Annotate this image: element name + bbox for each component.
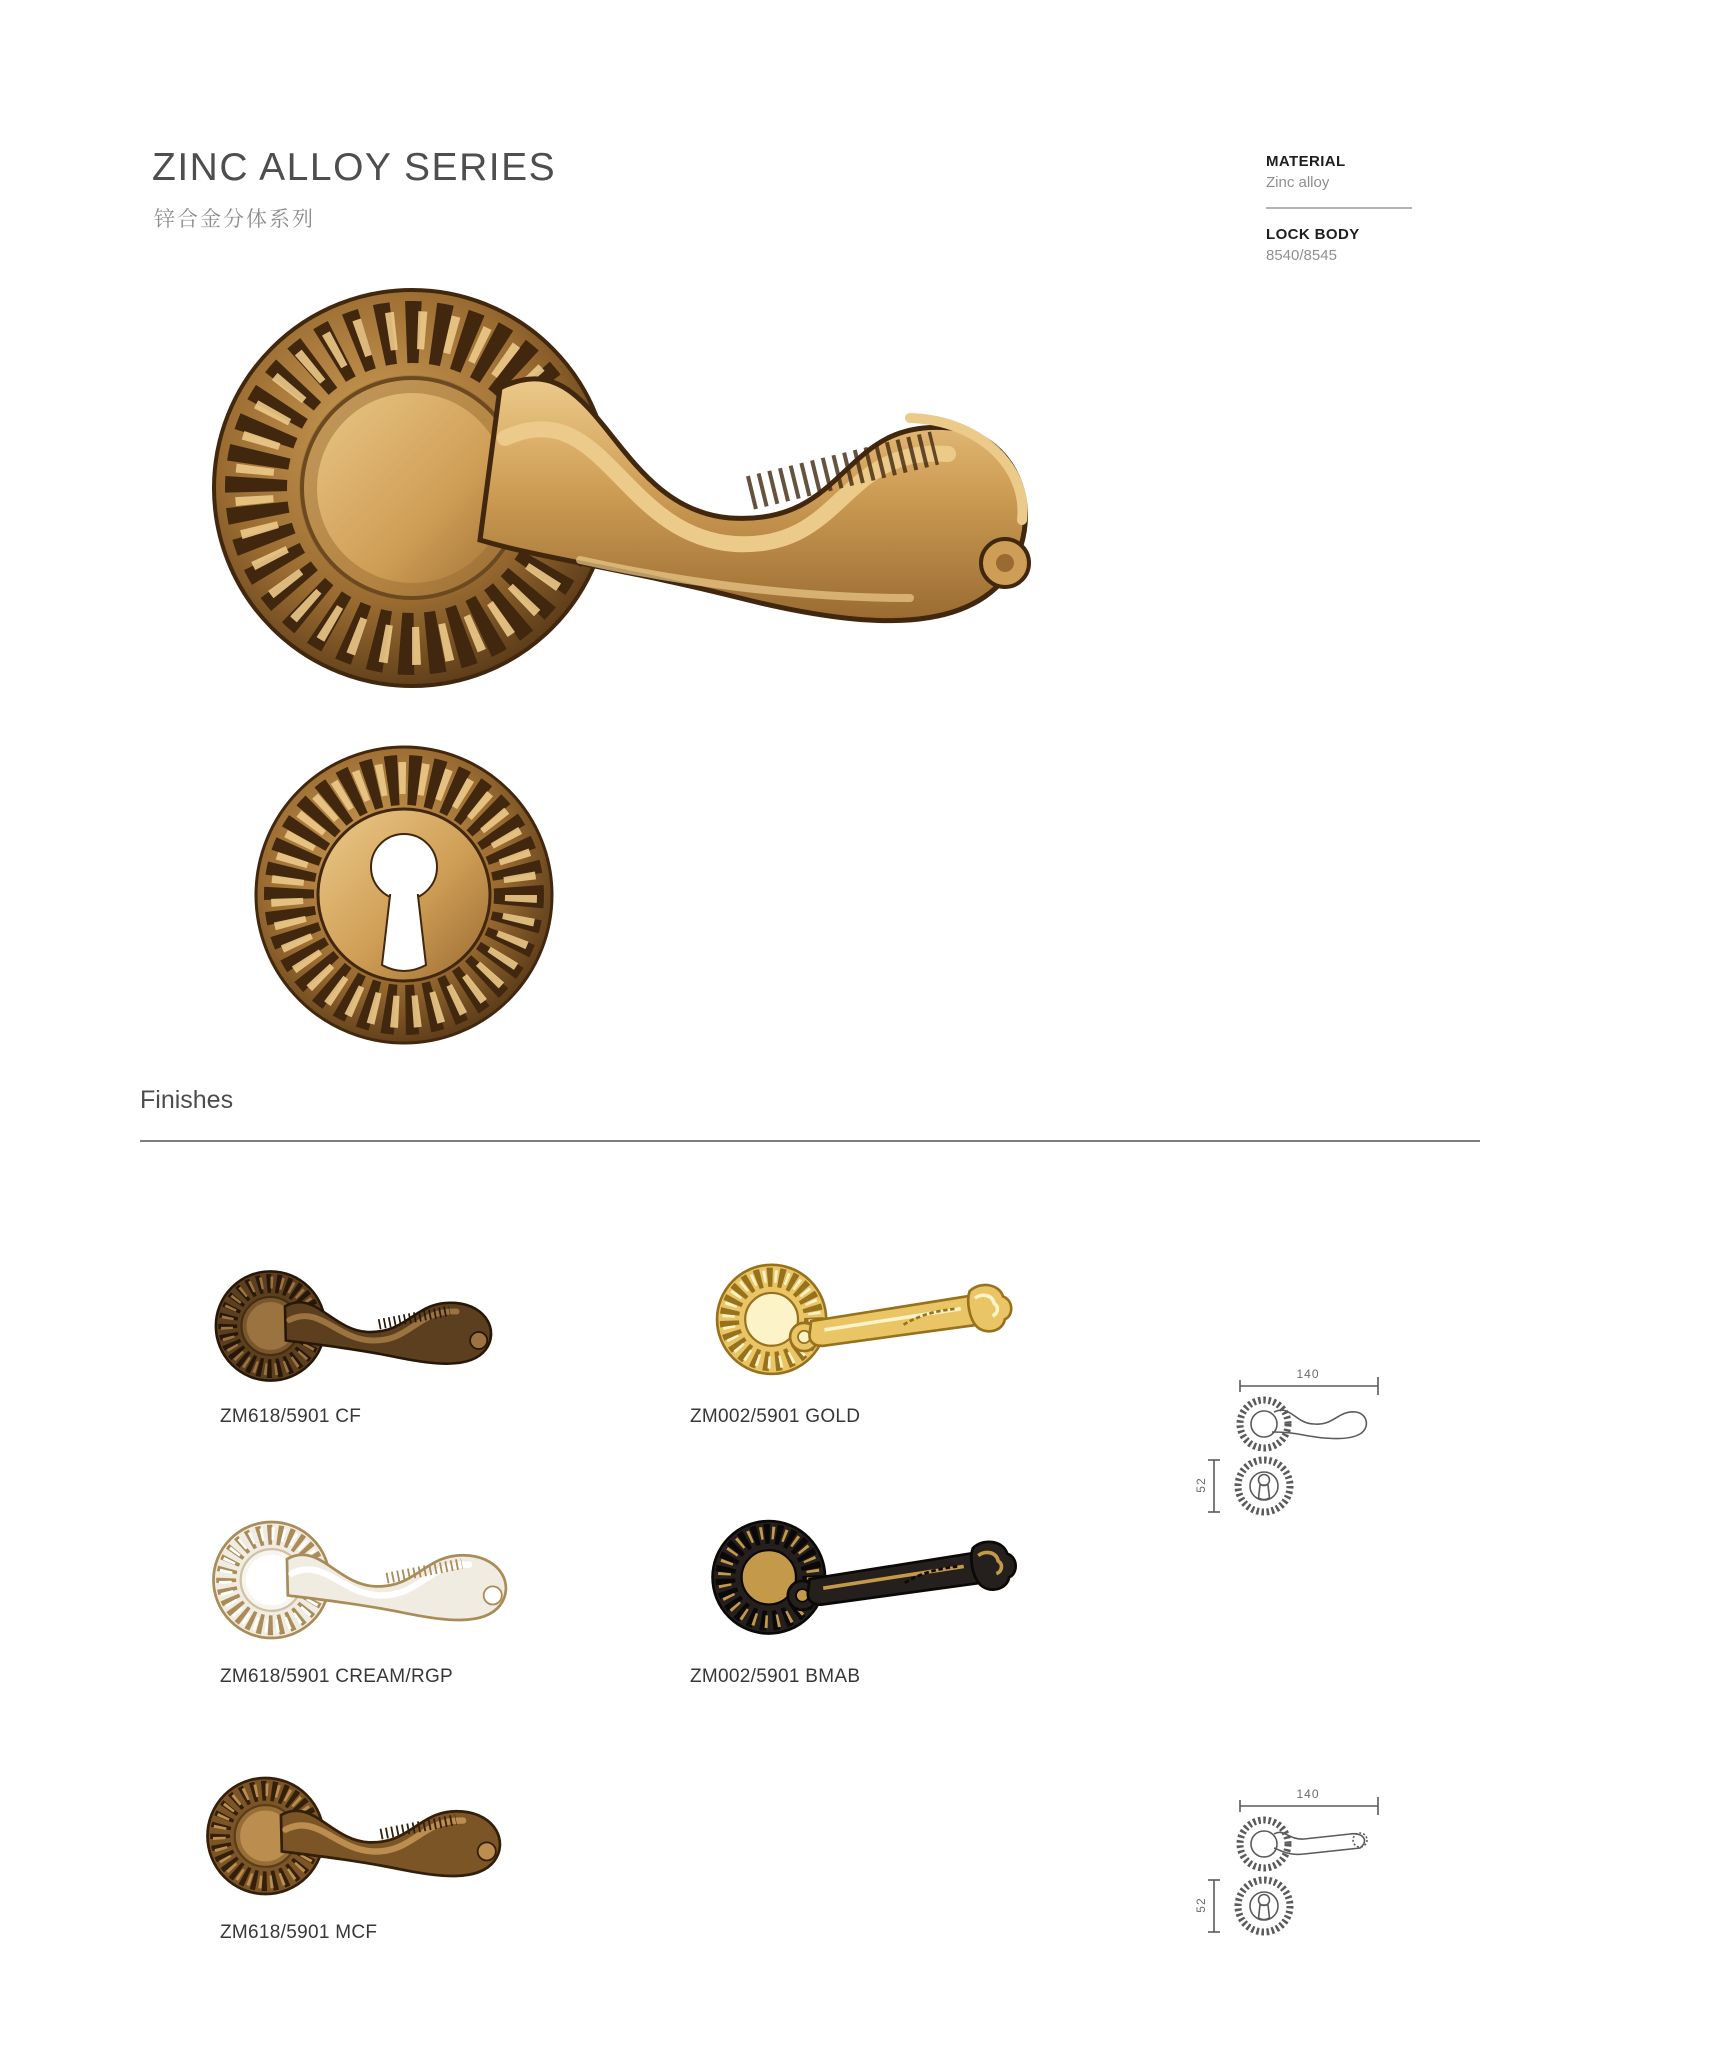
page-subtitle-chinese: 锌合金分体系列	[154, 208, 315, 231]
finish-item-cream-rgp	[188, 1512, 540, 1687]
product-photo-cf	[190, 1262, 525, 1390]
tech-drawing-1	[1194, 1367, 1385, 1520]
finish-item-mcf	[188, 1768, 528, 1943]
finish-code-label: ZM618/5901 CF	[220, 1406, 362, 1427]
product-photo-bmab	[688, 1512, 1040, 1648]
product-photo-cream-rgp	[188, 1512, 540, 1648]
finishes-divider	[140, 1140, 1480, 1142]
hero-escutcheon-image	[252, 735, 564, 1061]
spec-block	[1266, 153, 1486, 264]
product-photo-mcf	[188, 1768, 528, 1904]
dim-width-label: 140	[1296, 1367, 1320, 1381]
spec-material-label: MATERIAL	[1266, 153, 1346, 170]
finish-code-label: ZM618/5901 CREAM/RGP	[220, 1666, 454, 1687]
finish-item-bmab	[688, 1512, 1040, 1687]
product-photo-gold	[688, 1256, 1040, 1388]
hero-handle-image	[150, 268, 1062, 708]
spec-lockbody-value: 8540/8545	[1266, 247, 1337, 264]
finish-code-label: ZM002/5901 BMAB	[690, 1666, 861, 1687]
finish-code-label: ZM618/5901 MCF	[220, 1922, 378, 1943]
tech-drawing-image	[1200, 1788, 1385, 1940]
dim-width-label: 140	[1296, 1787, 1320, 1801]
dim-height-label: 52	[1194, 1477, 1208, 1493]
tech-drawing-image	[1200, 1368, 1385, 1520]
finish-item-gold	[688, 1256, 1040, 1427]
spec-material-value: Zinc alloy	[1266, 174, 1330, 191]
dim-height-label: 52	[1194, 1897, 1208, 1913]
spec-divider	[1266, 207, 1412, 209]
finishes-heading: Finishes	[140, 1086, 234, 1114]
finish-item-cf	[190, 1262, 525, 1427]
page-title: ZINC ALLOY SERIES	[152, 146, 557, 189]
finish-code-label: ZM002/5901 GOLD	[690, 1406, 861, 1427]
tech-drawing-2	[1194, 1787, 1385, 1940]
spec-lockbody-label: LOCK BODY	[1266, 226, 1360, 243]
